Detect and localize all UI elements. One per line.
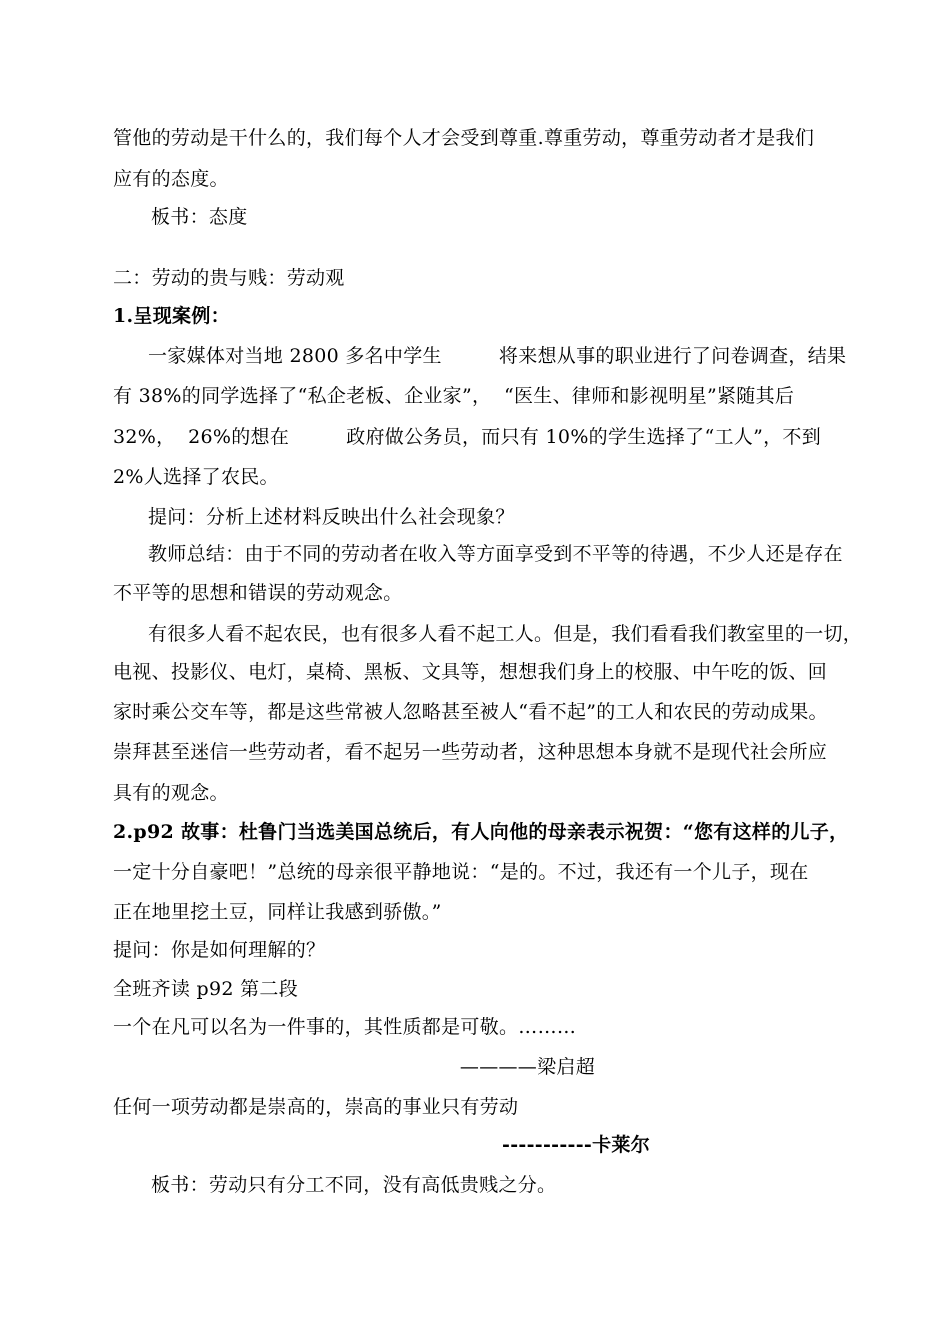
paragraph-line: 全班齐读 p92 第二段 xyxy=(113,978,299,1000)
paragraph-line: 32%， 26%的想在 政府做公务员，而只有 10%的学生选择了“工人”，不到 xyxy=(113,426,821,448)
paragraph-line: 电视、投影仪、电灯，桌椅、黑板、文具等，想想我们身上的校服、中午吃的饭、回 xyxy=(113,661,828,683)
story-heading: 2.p92 故事：杜鲁门当选美国总统后，有人向他的母亲表示祝贺：“您有这样的儿子， xyxy=(113,821,849,843)
subsection-heading: 1.呈现案例： xyxy=(113,305,230,327)
paragraph-line: 2%人选择了农民。 xyxy=(113,466,279,488)
blackboard-note: 板书：劳动只有分工不同，没有高低贵贱之分。 xyxy=(151,1174,557,1196)
question-line: 提问：分析上述材料反映出什么社会现象？ xyxy=(148,506,515,528)
paragraph-line: 家时乘公交车等，都是这些常被人忽略甚至被人“看不起”的工人和农民的劳动成果。 xyxy=(113,701,828,723)
quote-attribution: ————梁启超 xyxy=(459,1056,595,1078)
paragraph-line: 正在地里挖土豆，同样让我感到骄傲。” xyxy=(113,901,442,923)
quote-attribution: -----------卡莱尔 xyxy=(502,1134,650,1156)
paragraph-line: 有 38%的同学选择了“私企老板、企业家”， “医生、律师和影视明星”紧随其后 xyxy=(113,385,795,407)
paragraph-line: 不平等的思想和错误的劳动观念。 xyxy=(113,582,403,604)
paragraph-line: 教师总结：由于不同的劳动者在收入等方面享受到不平等的待遇，不少人还是存在 xyxy=(148,543,843,565)
blackboard-note: 板书：态度 xyxy=(151,206,248,228)
question-line: 提问：你是如何理解的？ xyxy=(113,939,326,961)
paragraph-line: 一定十分自豪吧！”总统的母亲很平静地说：“是的。不过，我还有一个儿子，现在 xyxy=(113,861,809,883)
paragraph-line: 有很多人看不起农民，也有很多人看不起工人。但是，我们看看我们教室里的一切， xyxy=(148,623,863,645)
paragraph-line: 崇拜甚至迷信一些劳动者，看不起另一些劳动者，这种思想本身就不是现代社会所应 xyxy=(113,741,828,763)
paragraph-line: 一家媒体对当地 2800 多名中学生 将来想从事的职业进行了问卷调查，结果 xyxy=(148,345,847,367)
paragraph-line: 管他的劳动是干什么的，我们每个人才会受到尊重.尊重劳动，尊重劳动者才是我们 xyxy=(113,127,815,149)
quote-line: 一个在凡可以名为一件事的，其性质都是可敬。……… xyxy=(113,1016,577,1038)
quote-line: 任何一项劳动都是崇高的，崇高的事业只有劳动 xyxy=(113,1096,519,1118)
paragraph-line: 应有的态度。 xyxy=(113,168,229,190)
paragraph-line: 具有的观念。 xyxy=(113,782,229,804)
section-heading: 二：劳动的贵与贱：劳动观 xyxy=(113,267,345,289)
